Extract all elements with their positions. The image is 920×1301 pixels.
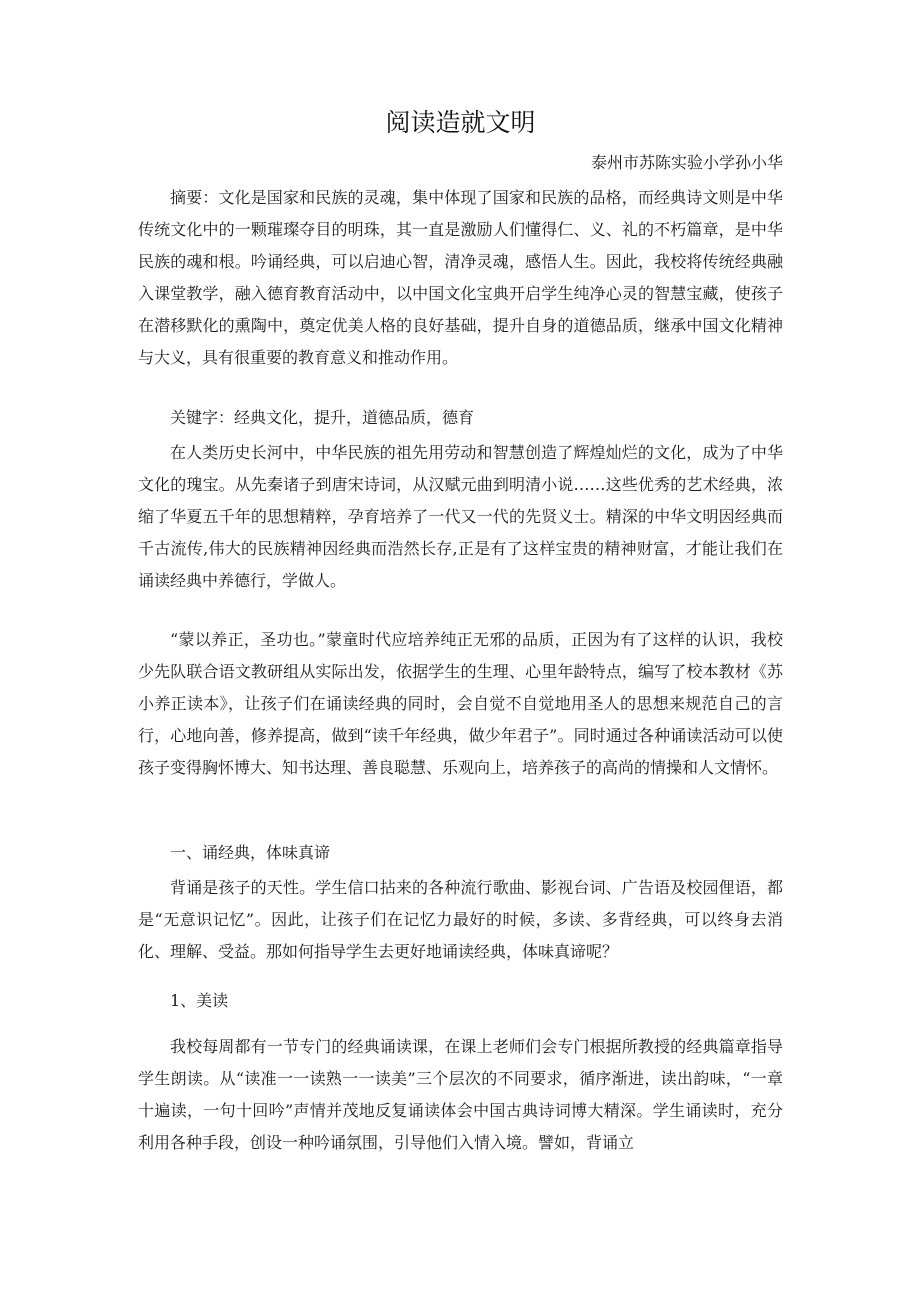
- mengyi-paragraph: “蒙以养正，圣功也。”蒙童时代应培养纯正无邪的品质，正因为有了这样的认识，我校少先队联合语文教研组从实际出发，依据学生的生理、心里年龄特点，编写了校本教材《苏小养正读本》，让孩子们在诵读经典的同时，会自觉不自觉地用圣人的思想来规范自己的言行，心地向善，修养提高，做到“读千年经典，做少年君子”。同时通过各种诵读活动可以使孩子变得胸怀博大、知书达理、善良聪慧、乐观向上，培养孩子的高尚的情操和人文情怀。: [138, 630, 783, 777]
- intro-paragraph: 在人类历史长河中，中华民族的祖先用劳动和智慧创造了辉煌灿烂的文化，成为了中华文化的瑰宝。从先秦诸子到唐宋诗词，从汉赋元曲到明清小说……这些优秀的艺术经典，浓缩了华夏五千年的思想精粹，孕育培养了一代又一代的先贤义士。精深的中华文明因经典而千古流传,伟大的民族精神因经典而浩然长存,正是有了这样宝贵的精神财富，才能让我们在诵读经典中养德行，学做人。: [138, 443, 783, 590]
- subsection-heading-1: 1、美读: [170, 991, 229, 1010]
- recite-paragraph: 背诵是孩子的天性。学生信口拈来的各种流行歌曲、影视台词、广告语及校园俚语，都是“无意识记忆”。因此，让孩子们在记忆力最好的时候，多读、多背经典，可以终身去消化、理解、受益。那如何指导学生去更好地诵读经典，体味真谛呢？: [138, 878, 783, 961]
- document-author: 泰州市苏陈实验小学孙小华: [590, 153, 783, 172]
- meidu-paragraph: 我校每周都有一节专门的经典诵读课，在课上老师们会专门根据所教授的经典篇章指导学生朗读。从“读准一一读熟一一读美”三个层次的不同要求，循序渐进，读出韵味，“一章十遍读，一句十回吟”声情并茂地反复诵读体会中国古典诗词博大精深。学生诵读时，充分利用各种手段，创设一种吟诵氛围，引导他们入情入境。譬如，背诵立: [138, 1037, 783, 1152]
- abstract-paragraph: 摘要：文化是国家和民族的灵魂，集中体现了国家和民族的品格，而经典诗文则是中华传统文化中的一颗璀璨夺目的明珠，其一直是激励人们懂得仁、义、礼的不朽篇章，是中华民族的魂和根。吟诵经典，可以启迪心智，清净灵魂，感悟人生。因此，我校将传统经典融入课堂教学，融入德育教育活动中，以中国文化宝典开启学生纯净心灵的智慧宝藏，使孩子在潜移默化的熏陶中，奠定优美人格的良好基础，提升自身的道德品质，继承中国文化精神与大义，具有很重要的教育意义和推动作用。: [138, 188, 783, 367]
- keywords-paragraph: 关键字：经典文化，提升，道德品质，德育: [170, 408, 475, 427]
- document-title: 阅读造就文明: [385, 108, 536, 137]
- section-heading-1: 一、诵经典，体味真谛: [170, 843, 331, 862]
